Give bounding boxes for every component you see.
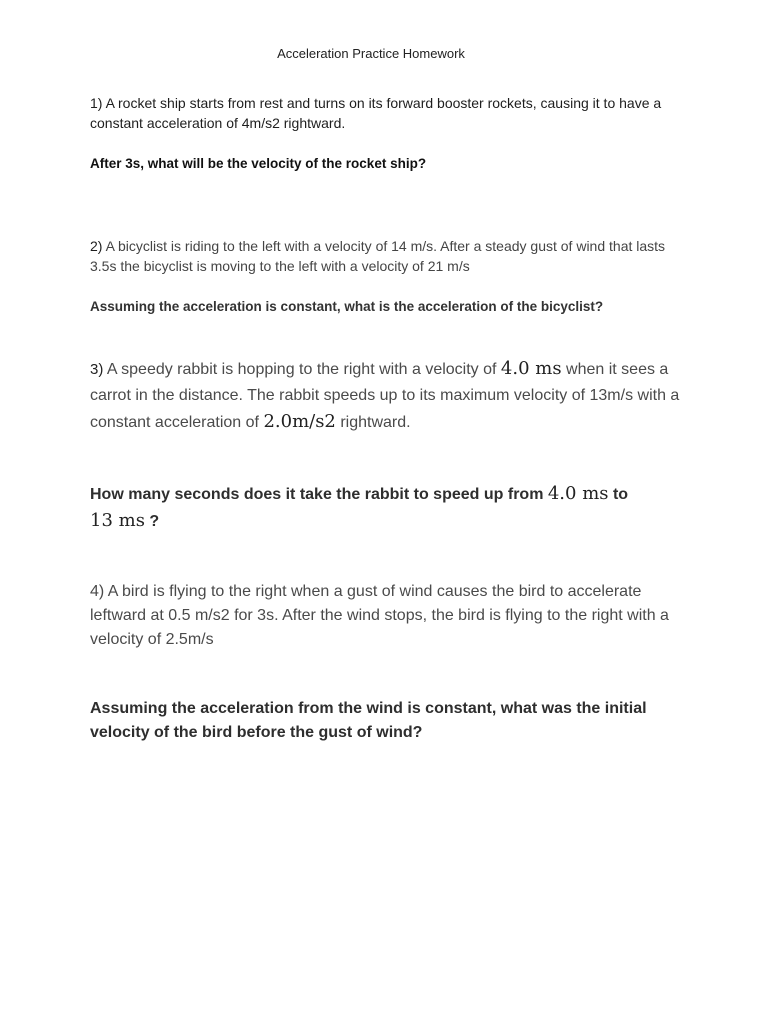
question-4-prompt: Assuming the acceleration from the wind is constant, what was the initial velocity of the bird before the gust of wind? bbox=[90, 700, 647, 741]
question-3-prompt bbox=[90, 481, 670, 535]
question-1-prompt: After 3s, what will be the velocity of the rocket ship? bbox=[90, 156, 427, 171]
question-3-prompt-b: to bbox=[608, 486, 629, 503]
question-3-body-a: A speedy rabbit is hopping to the right with a velocity of bbox=[103, 361, 501, 378]
question-2-body: A bicyclist is riding to the left with a velocity of 14 m/s. After a steady gust of wind that lasts 3.5s the bicyclist is moving to the left with a velocity of 21 m/s bbox=[90, 238, 666, 274]
question-3-text bbox=[90, 356, 682, 436]
document-title: Acceleration Practice Homework bbox=[277, 46, 465, 61]
question-3-prompt-math-a: 4.0 ms bbox=[547, 483, 609, 504]
question-2-text bbox=[90, 236, 690, 276]
question-3-number: 3) bbox=[90, 361, 104, 378]
question-3-prompt-c: ? bbox=[144, 513, 160, 530]
question-3-acceleration-math: 2.0m/s2 bbox=[263, 411, 336, 432]
question-3-velocity-math: 4.0 ms bbox=[500, 358, 562, 379]
question-1-text: 1) A rocket ship starts from rest and turns on its forward booster rockets, causing it to have a constant acceleration of 4m/s2 rightward. bbox=[90, 95, 662, 131]
question-3-prompt-math-b: 13 ms bbox=[90, 510, 145, 531]
question-4-text: 4) A bird is flying to the right when a gust of wind causes the bird to accelerate leftward at 0.5 m/s2 for 3s. After the wind stops, the bird is flying to the right with a velocity of 2.5m/s bbox=[90, 583, 669, 648]
question-3-prompt-a: How many seconds does it take the rabbit to speed up from bbox=[90, 486, 548, 503]
question-2-prompt: Assuming the acceleration is constant, what is the acceleration of the bicyclist? bbox=[90, 299, 604, 314]
question-3-body-b: when it sees a carrot in the distance. The rabbit speeds up to its maximum velocity of 13m/s with a constant acceleration of bbox=[90, 361, 680, 431]
question-2-number: 2) bbox=[90, 238, 103, 254]
question-3-body-c: rightward. bbox=[335, 414, 411, 431]
